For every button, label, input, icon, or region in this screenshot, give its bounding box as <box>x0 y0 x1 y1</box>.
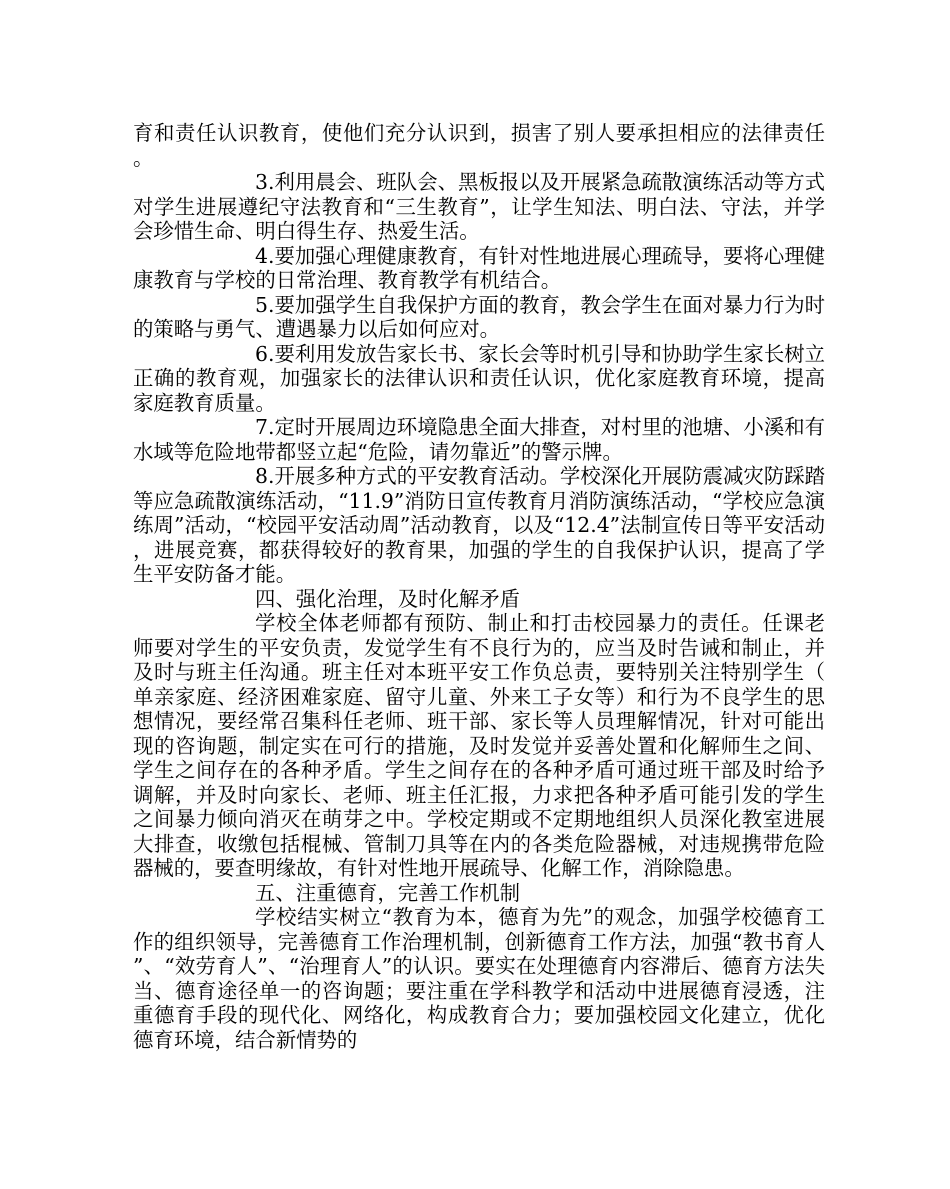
paragraph-item-7: 7.定时开展周边环境隐患全面大排查，对村里的池塘、小溪和有水域等危险地带都竖立起“危险，请勿靠近”的警示牌。 <box>133 415 825 464</box>
paragraph-item-5: 5.要加强学生自我保护方面的教育，教会学生在面对暴力行为时的策略与勇气、遭遇暴力以后如何应对。 <box>133 292 825 341</box>
paragraph-section-4: 学校全体老师都有预防、制止和打击校园暴力的责任。任课老师要对学生的平安负责，发觉学生有不良行为的，应当及时告诫和制止，并及时与班主任沟通。班主任对本班平安工作负总责，要特别关注特别学生（单亲家庭、经济困难家庭、留守儿童、外来工子女等）和行为不良学生的思想情况，要经常召集科任老师、班干部、家长等人员理解情况，针对可能出现的咨询题，制定实在可行的措施，及时发觉并妥善处置和化解师生之间、学生之间存在的各种矛盾。学生之间存在的各种矛盾可通过班干部及时给予调解，并及时向家长、老师、班主任汇报，力求把各种矛盾可能引发的学生之间暴力倾向消灭在萌芽之中。学校定期或不定期地组织人员深化教室进展大排查，收缴包括棍械、管制刀具等在内的各类危险器械，对违规携带危险器械的，要查明缘故，有针对性地开展疏导、化解工作，消除隐患。 <box>133 611 825 880</box>
paragraph-continuation: 育和责任认识教育，使他们充分认识到，损害了别人要承担相应的法律责任。 <box>133 121 825 170</box>
paragraph-item-3: 3.利用晨会、班队会、黑板报以及开展紧急疏散演练活动等方式对学生进展遵纪守法教育和“三生教育”，让学生知法、明白法、守法，并学会珍惜生命、明白得生存、热爱生活。 <box>133 170 825 243</box>
paragraph-item-6: 6.要利用发放告家长书、家长会等时机引导和协助学生家长树立正确的教育观，加强家长的法律认识和责任认识，优化家庭教育环境，提高家庭教育质量。 <box>133 341 825 415</box>
document-body <box>133 121 825 1052</box>
paragraph-item-4: 4.要加强心理健康教育，有针对性地进展心理疏导，要将心理健康教育与学校的日常治理、教育教学有机结合。 <box>133 243 825 292</box>
paragraph-section-5: 学校结实树立“教育为本，德育为先”的观念，加强学校德育工作的组织领导，完善德育工作治理机制，创新德育工作方法，加强“教书育人”、“效劳育人”、“治理育人”的认识。要实在处理德育内容滞后、德育方法失当、德育途径单一的咨询题；要注重在学科教学和活动中进展德育浸透，注重德育手段的现代化、网络化，构成教育合力；要加强校园文化建立，优化德育环境，结合新情势的 <box>133 905 825 1052</box>
paragraph-item-8: 8.开展多种方式的平安教育活动。学校深化开展防震减灾防踩踏等应急疏散演练活动，“11.9”消防日宣传教育月消防演练活动，“学校应急演练周”活动，“校园平安活动周”活动教育，以及“12.4”法制宣传日等平安活动，进展竞赛，都获得较好的教育果，加强的学生的自我保护认识，提高了学生平安防备才能。 <box>133 464 825 586</box>
section-heading-4: 四、强化治理，及时化解矛盾 <box>255 586 521 611</box>
section-heading-5: 五、注重德育，完善工作机制 <box>255 880 521 905</box>
